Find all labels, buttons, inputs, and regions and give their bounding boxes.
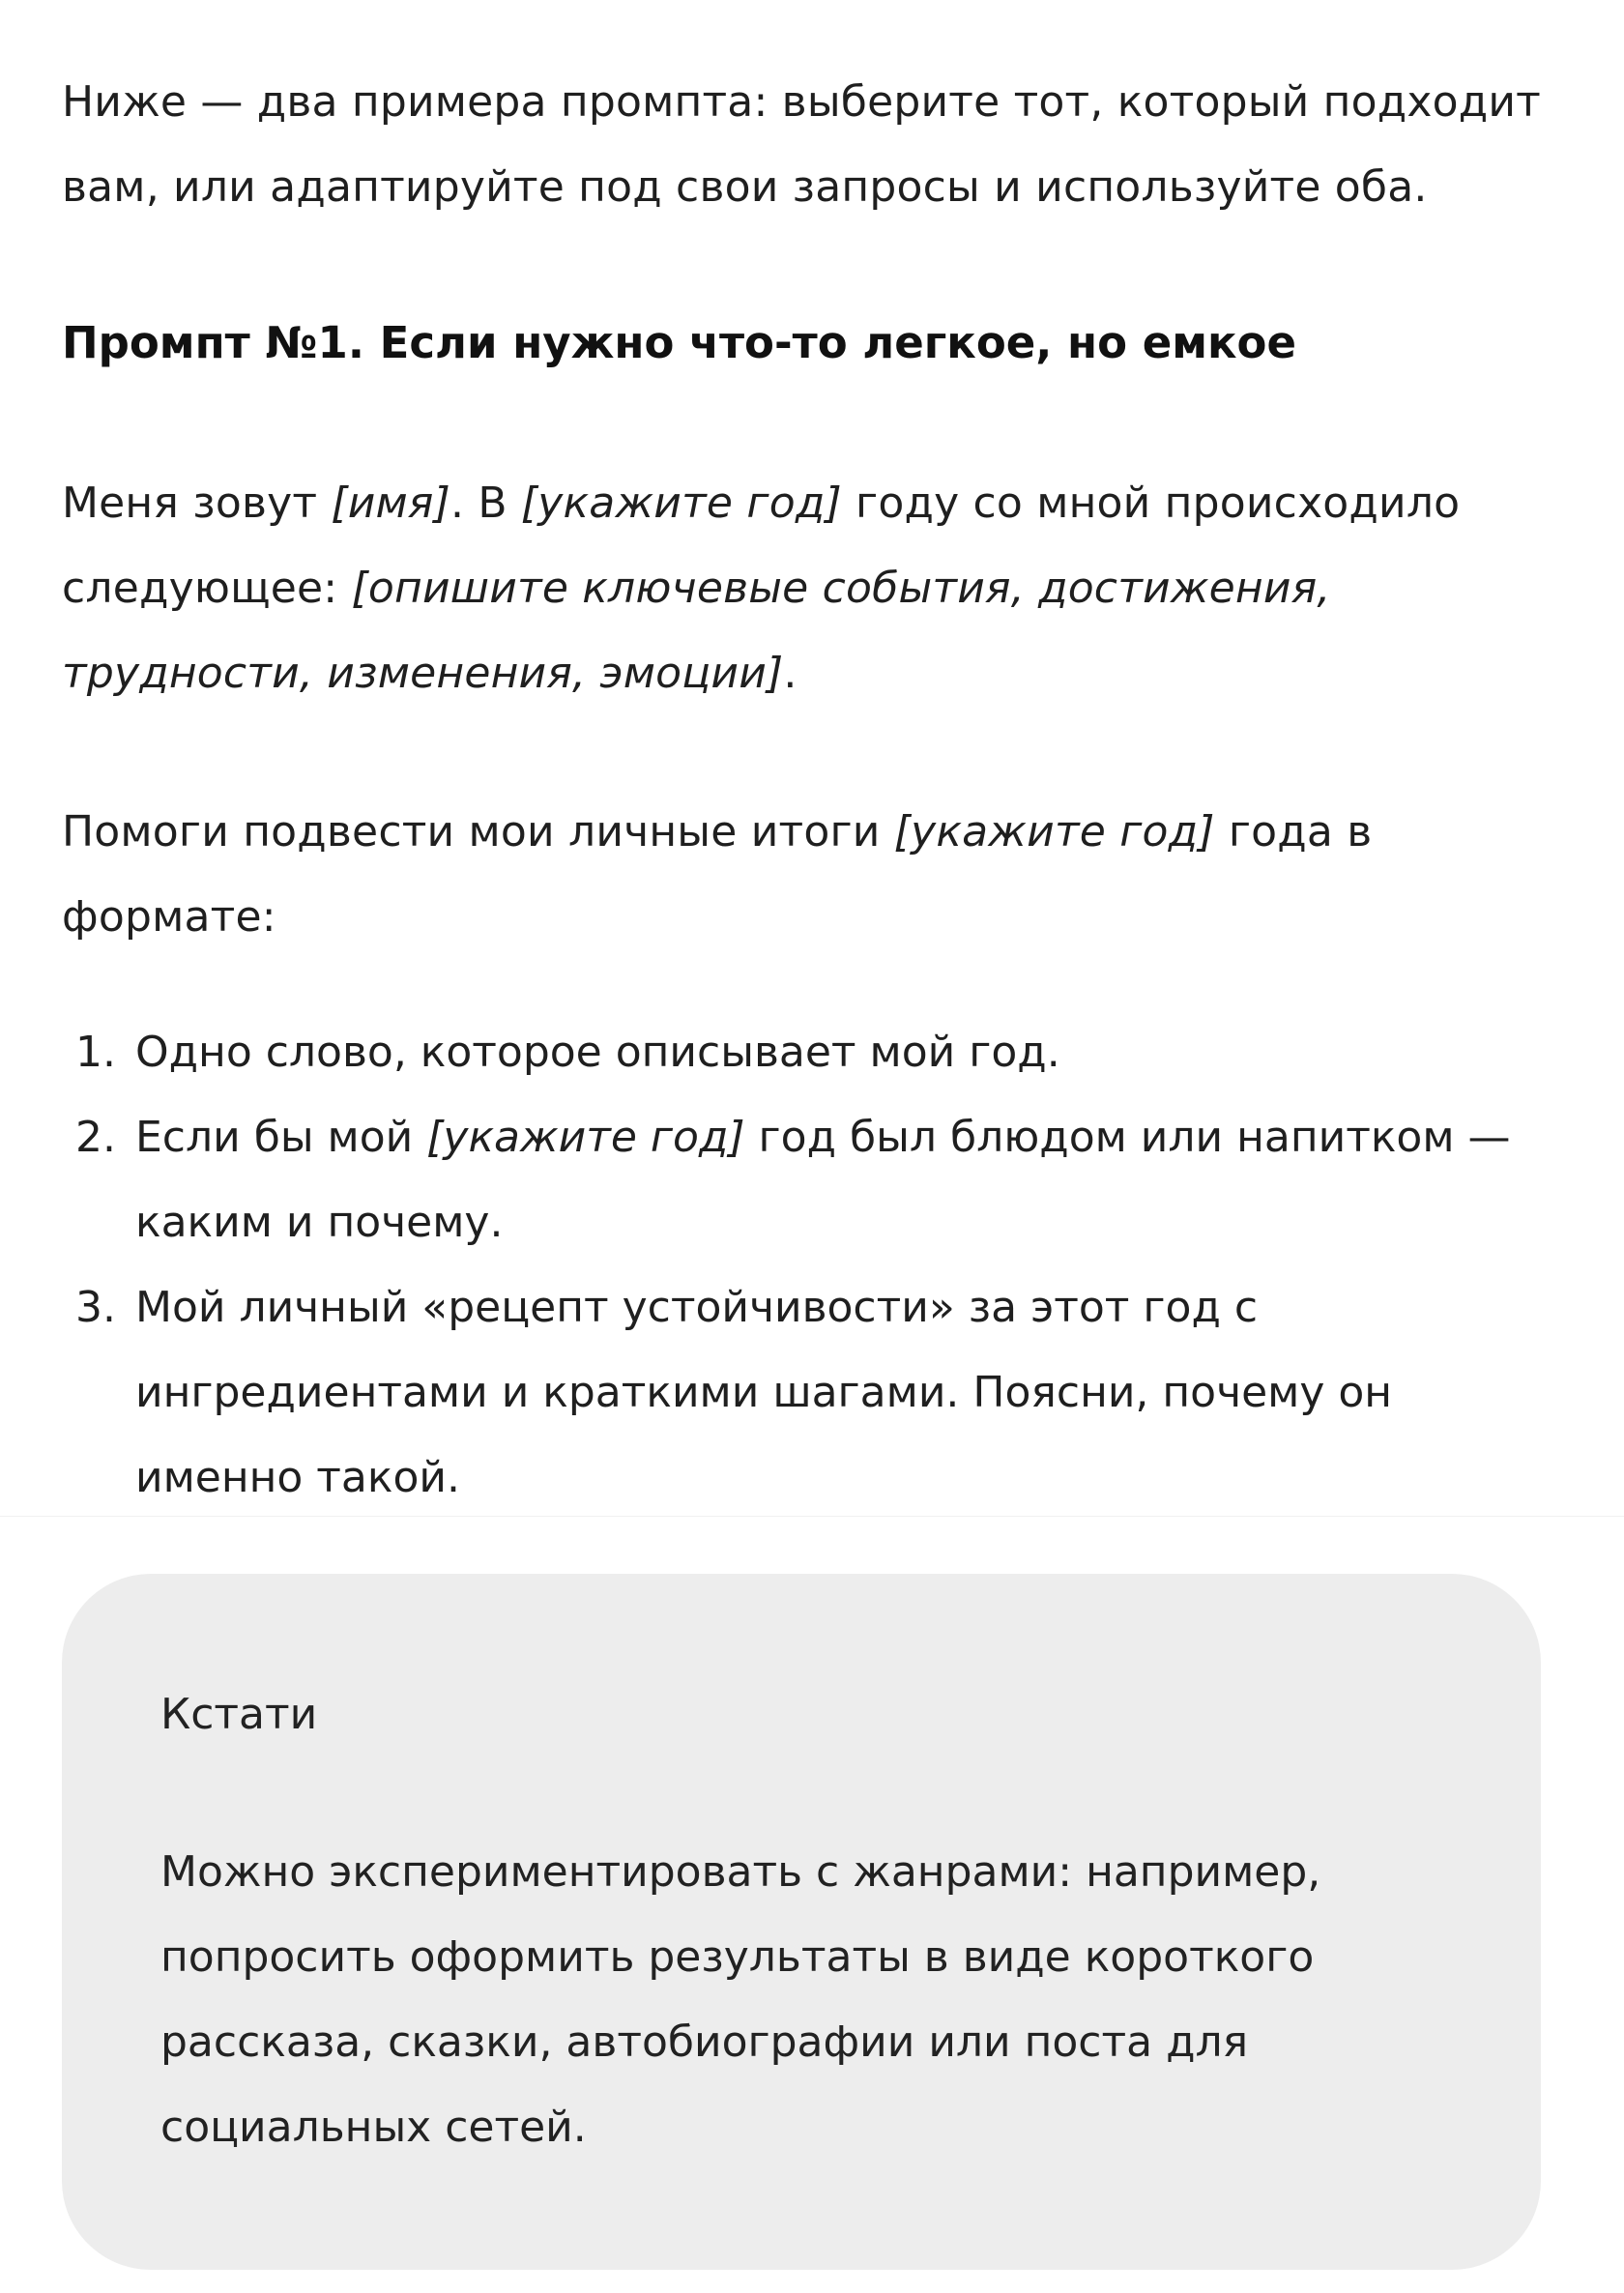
callout-line: попросить оформить результаты в виде короткого [160, 1932, 1315, 1982]
name-placeholder: [имя] [331, 479, 450, 528]
callout-text [160, 1830, 1417, 2170]
prompt-text: . В [450, 479, 521, 528]
callout-title: Кстати [160, 1690, 318, 1739]
prompt-text: году со мной происходило [841, 479, 1461, 528]
intro-paragraph [62, 60, 1570, 230]
list-item-text: Если бы мой [135, 1113, 427, 1162]
prompt-1-steps-list [62, 1010, 1570, 1521]
by-the-way-callout [62, 1574, 1541, 2270]
prompt-text: Меня зовут [62, 479, 332, 528]
year-placeholder: [укажите год] [426, 1113, 745, 1162]
prompt-text: Помоги подвести мои личные итоги [62, 807, 894, 856]
prompt-text: года в [1214, 807, 1373, 856]
callout-line: Можно экспериментировать с жанрами: например, [160, 1847, 1321, 1897]
list-item [62, 1265, 1570, 1521]
list-number: 2. [75, 1113, 116, 1162]
prompt-text: следующее: [62, 564, 352, 613]
list-item [62, 1095, 1570, 1265]
prompt-1-intro-paragraph [62, 461, 1570, 716]
list-item [62, 1010, 1570, 1095]
list-item-text: Одно слово, которое описывает мой год. [135, 1028, 1060, 1077]
list-item-text: ингредиентами и краткими шагами. Поясни, почему он [135, 1368, 1393, 1417]
prompt-1-heading: Промпт №1. Если нужно что-то легкое, но емкое [62, 317, 1296, 368]
list-item-text: Мой личный «рецепт устойчивости» за этот год с [135, 1283, 1259, 1332]
list-item-text: каким и почему. [135, 1198, 504, 1247]
prompt-text: формате: [62, 892, 276, 942]
prompt-1-request-paragraph [62, 790, 1570, 960]
prompt-text: . [783, 649, 798, 698]
list-number: 1. [75, 1028, 116, 1077]
callout-line: социальных сетей. [160, 2103, 587, 2152]
year-placeholder: [укажите год] [893, 807, 1215, 856]
intro-line-2: вам, или адаптируйте под свои запросы и используйте оба. [62, 162, 1428, 212]
intro-line-1: Ниже — два примера промпта: выберите тот, который подходит [62, 77, 1541, 127]
events-placeholder: [опишите ключевые события, достижения, [351, 564, 1331, 613]
callout-line: рассказа, сказки, автобиографии или поста для [160, 2017, 1249, 2067]
year-placeholder: [укажите год] [520, 479, 842, 528]
list-item-text: именно такой. [135, 1453, 460, 1502]
list-number: 3. [75, 1283, 116, 1332]
list-item-text: год был блюдом или напитком — [744, 1113, 1511, 1162]
events-placeholder-continued: трудности, изменения, эмоции] [62, 649, 784, 698]
